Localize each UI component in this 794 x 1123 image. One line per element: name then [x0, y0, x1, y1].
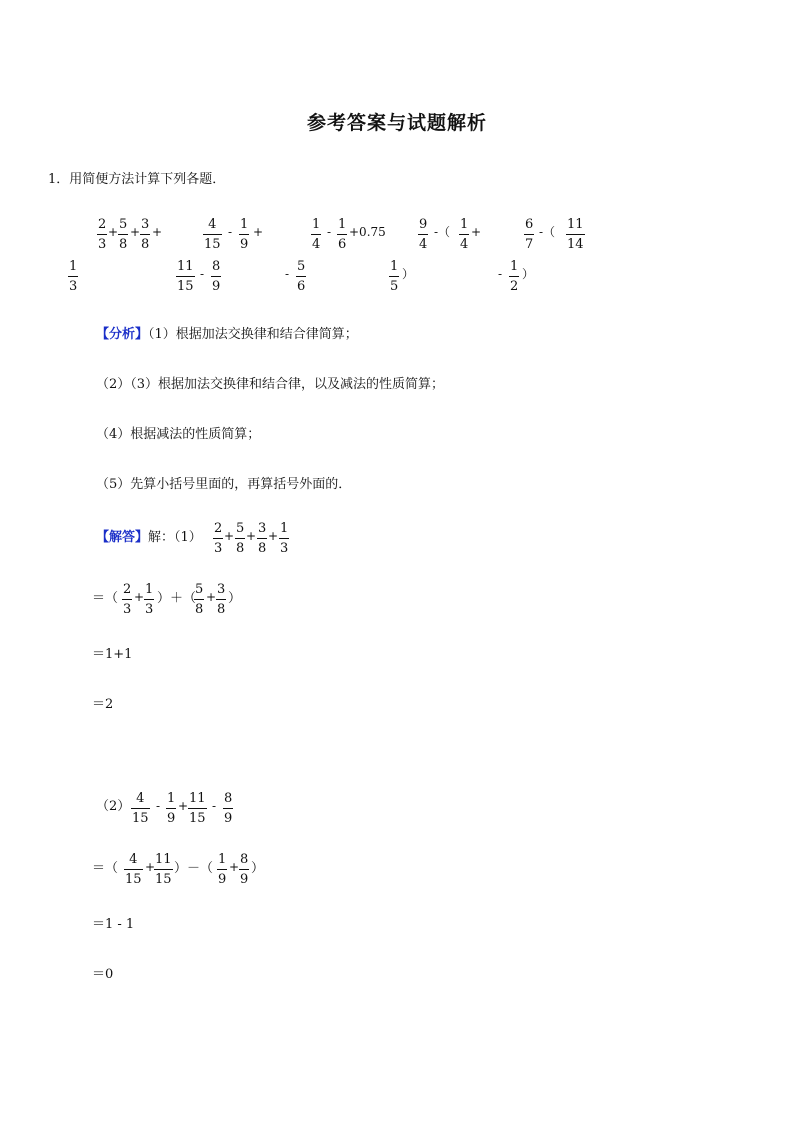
equals-paren: ＝（ [92, 861, 119, 876]
paren-minus-paren: ）－（ [174, 861, 214, 876]
operator: - [156, 799, 161, 813]
operator: + [145, 860, 156, 874]
fraction: 2 3 [98, 217, 107, 252]
step-line: ＝1+1 [92, 647, 133, 662]
page-title: 参考答案与试题解析 [306, 112, 487, 134]
analysis-line-1: 【分析】（1）根据加法交换律和结合律简算； [96, 327, 358, 342]
fraction: 3 8 [258, 521, 267, 556]
operator: - [228, 225, 233, 239]
analysis-line-2: （2）（3）根据加法交换律和结合律，以及减法的性质简算； [96, 377, 445, 392]
operator: - [200, 267, 205, 281]
fraction: 5 8 [119, 217, 128, 252]
operator: + [229, 860, 240, 874]
solution-intro: 【解答】解：（1） [96, 530, 202, 545]
operator: + [152, 225, 163, 239]
step-line: ＝0 [92, 967, 114, 982]
operator: + [134, 590, 145, 604]
equals-paren: ＝（ [92, 591, 119, 606]
operator: - [498, 267, 503, 281]
fraction: 1 4 [312, 217, 321, 252]
fraction: 4 15 [204, 217, 221, 252]
fraction: 5 8 [195, 582, 204, 617]
operator: ） [402, 267, 415, 281]
operator: + [206, 590, 217, 604]
fraction: 1 9 [167, 791, 176, 826]
operator: -（ [434, 225, 451, 239]
solution-2-label: （2） [96, 799, 131, 814]
operator: + [130, 225, 141, 239]
question-text: 1．用简便方法计算下列各题． [48, 172, 226, 187]
operator: - [212, 799, 217, 813]
fraction: 8 9 [212, 259, 221, 294]
operator: + [224, 529, 235, 543]
fraction: 3 8 [217, 582, 226, 617]
operator: + [246, 529, 257, 543]
fraction: 1 2 [510, 259, 519, 294]
fraction: 1 3 [69, 259, 78, 294]
paren-plus-paren: ）＋（ [157, 591, 197, 606]
fraction: 1 6 [338, 217, 347, 252]
operator: - [285, 267, 290, 281]
analysis-line-4: （5）先算小括号里面的，再算括号外面的． [96, 477, 352, 492]
fraction: 1 3 [145, 582, 154, 617]
operator: + [268, 529, 279, 543]
fraction: 4 15 [132, 791, 149, 826]
fraction: 9 4 [419, 217, 428, 252]
step-line: ＝1 - 1 [92, 917, 135, 932]
operator: -（ [539, 225, 556, 239]
step-line: ＝2 [92, 697, 114, 712]
operator: - [327, 225, 332, 239]
operator: ） [522, 267, 535, 281]
fraction: 11 15 [177, 259, 194, 294]
operator: + [471, 225, 482, 239]
fraction: 1 4 [460, 217, 469, 252]
operator: + [108, 225, 119, 239]
fraction: 3 8 [141, 217, 150, 252]
operator: + [253, 225, 264, 239]
fraction: 1 3 [280, 521, 289, 556]
fraction: 5 8 [236, 521, 245, 556]
fraction: 1 5 [390, 259, 399, 294]
fraction: 8 9 [240, 852, 249, 887]
fraction: 11 14 [567, 217, 584, 252]
solution-tag: 【解答】 [96, 530, 149, 545]
fraction: 1 9 [240, 217, 249, 252]
fraction: 11 15 [189, 791, 206, 826]
fraction: 1 9 [218, 852, 227, 887]
fraction: 2 3 [214, 521, 223, 556]
fraction: 8 9 [224, 791, 233, 826]
analysis-tag: 【分析】 [96, 327, 149, 342]
fraction: 2 3 [123, 582, 132, 617]
fraction: 4 15 [125, 852, 142, 887]
fraction: 6 7 [525, 217, 534, 252]
close-paren: ） [228, 591, 242, 606]
close-paren: ） [251, 861, 265, 876]
analysis-line-3: （4）根据减法的性质简算； [96, 427, 261, 442]
fraction: 11 15 [155, 852, 172, 887]
fraction: 5 6 [297, 259, 306, 294]
operator: + [178, 799, 189, 813]
operator: +0.75 [349, 225, 386, 239]
